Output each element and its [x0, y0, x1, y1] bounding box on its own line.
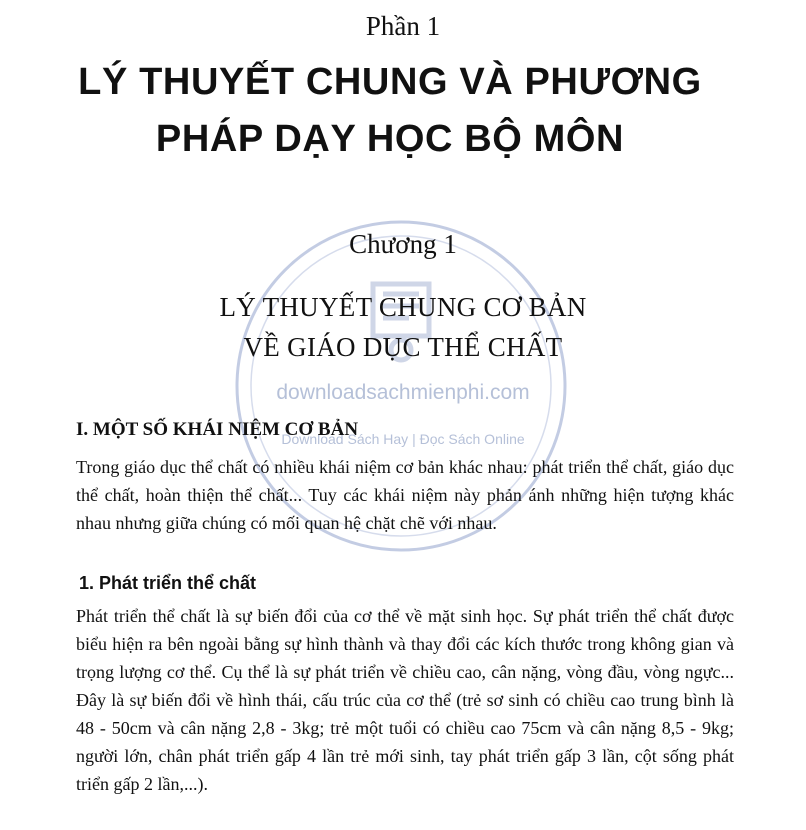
chapter-title-line-1: LÝ THUYẾT CHUNG CƠ BẢN — [219, 292, 587, 322]
part-label: Phần 1 — [365, 11, 441, 41]
section-paragraph — [76, 453, 734, 537]
watermark-site-text: downloadsachmienphi.com — [276, 381, 530, 404]
part-title — [30, 54, 750, 168]
part-title-line-1: LÝ THUYẾT CHUNG VÀ PHƯƠNG — [78, 61, 702, 103]
subsection-paragraph-text: Phát triển thể chất là sự biến đổi của cơ thể về mặt sinh học. Sự phát triển thể chất được biểu hiện ra bên ngoài bằng sự hình thành và thay đổi các kích thước trong không gian và trọng lượng cơ thể. Cụ thể là sự phát triển về chiều cao, cân nặng, vòng đầu, vòng ngực... Đây là sự biến đổi về hình thái, cấu trúc của cơ thể (trẻ sơ sinh có chiều cao trung bình là 48 - 50cm và cân nặng 2,8 - 3kg; trẻ một tuổi có chiều cao 75cm và cân nặng 8,5 - 9kg; người lớn, chân phát triển gấp 4 lần trẻ mới sinh, tay phát triển gấp 3 lần, cột sống phát triển gấp 2 lần,...). — [76, 606, 734, 794]
chapter-title-line-2: VỀ GIÁO DỤC THỂ CHẤT — [243, 332, 563, 362]
watermark-tagline-text: Download Sách Hay | Đọc Sách Online — [281, 431, 525, 447]
chapter-title — [0, 287, 806, 367]
section-paragraph-text: Trong giáo dục thể chất có nhiều khái niệm cơ bản khác nhau: phát triển thể chất, giáo dục thể chất, hoàn thiện thể chất... Tuy các khái niệm này phản ánh những hiện tượng khác nhau nhưng giữa chúng có mối quan hệ chặt chẽ với nhau. — [76, 457, 734, 533]
part-title-line-2: PHÁP DẠY HỌC BỘ MÔN — [155, 118, 625, 160]
subsection-heading: 1. Phát triển thể chất — [79, 573, 257, 593]
chapter-label: Chương 1 — [349, 229, 457, 259]
section-heading: I. MỘT SỐ KHÁI NIỆM CƠ BẢN — [76, 419, 359, 440]
subsection-paragraph — [76, 602, 734, 798]
